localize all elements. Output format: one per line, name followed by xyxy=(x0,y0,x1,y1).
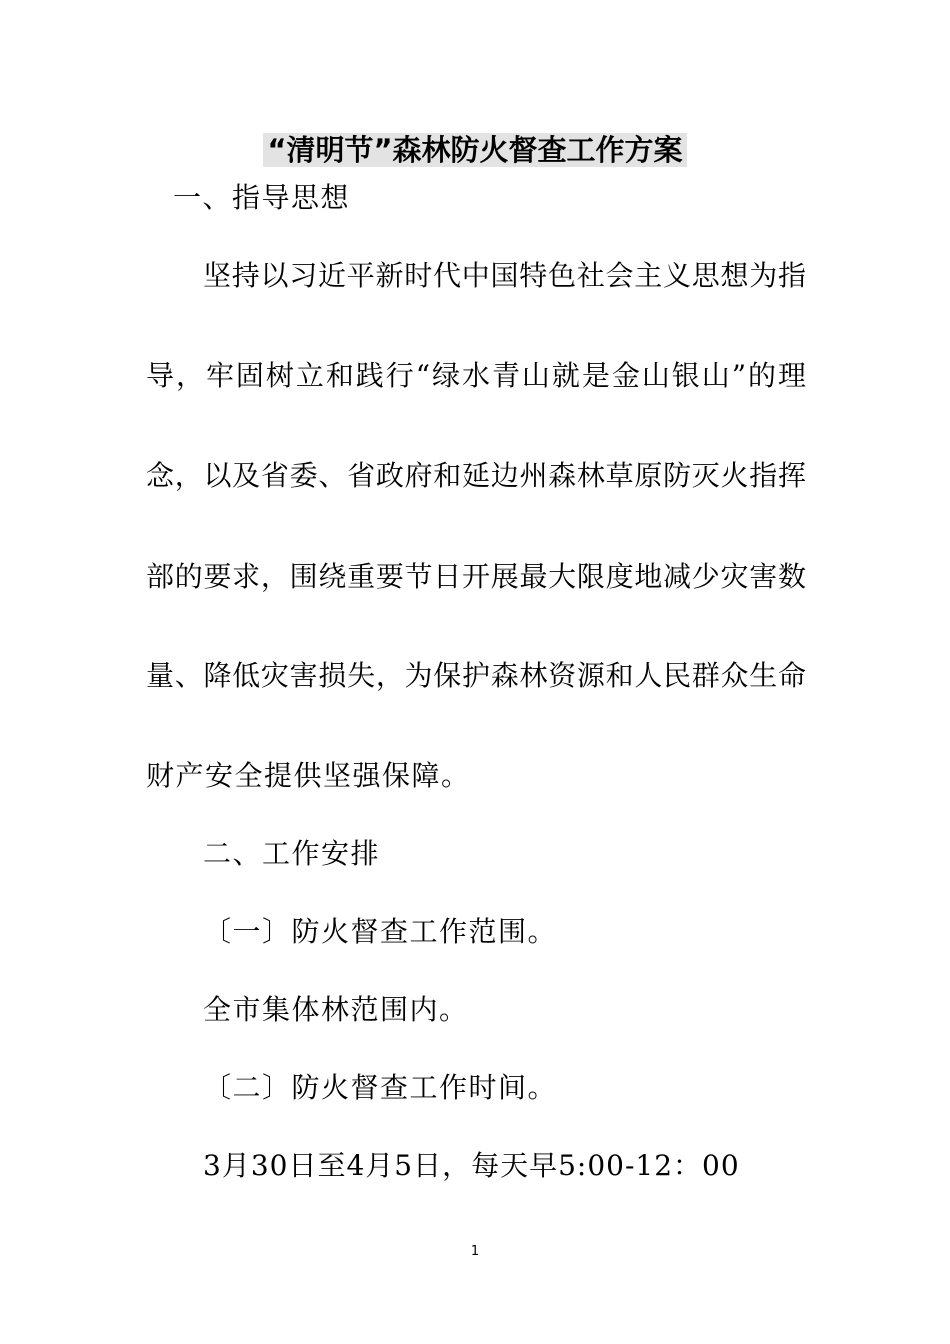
paragraph-line-2: 导，牢固树立和践行“绿水青山就是金山银山”的理 xyxy=(146,359,806,392)
subsection-heading-time: 〔二〕防火督查工作时间。 xyxy=(203,1071,558,1104)
paragraph-line-1: 坚持以习近平新时代中国特色社会主义思想为指 xyxy=(203,259,806,292)
document-title-text: “清明节”森林防火督查工作方案 xyxy=(263,133,686,167)
subsection-text-time: 3月30日至4月5日，每天早5:00-12：00 xyxy=(203,1149,740,1182)
paragraph-line-4: 部的要求，围绕重要节日开展最大限度地减少灾害数 xyxy=(146,560,806,593)
document-title xyxy=(0,130,950,170)
subsection-heading-scope: 〔一〕防火督查工作范围。 xyxy=(203,915,558,948)
paragraph-line-6: 财产安全提供坚强保障。 xyxy=(146,759,471,792)
section-heading-work-arrangement: 二、工作安排 xyxy=(203,837,381,870)
page-number: 1 xyxy=(470,1244,480,1259)
section-heading-guiding-thought: 一、指导思想 xyxy=(173,181,351,214)
paragraph-line-3: 念，以及省委、省政府和延边州森林草原防灭火指挥 xyxy=(146,459,806,492)
paragraph-line-5: 量、降低灾害损失，为保护森林资源和人民群众生命 xyxy=(146,659,806,692)
subsection-text-scope: 全市集体林范围内。 xyxy=(203,993,469,1026)
